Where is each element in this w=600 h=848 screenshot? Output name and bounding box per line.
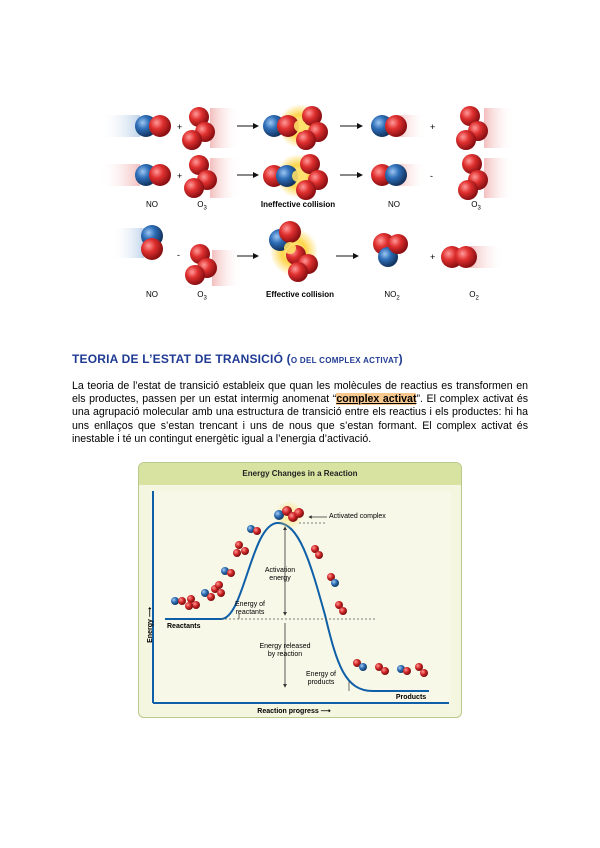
label-energy-of-products: Energy of products (306, 671, 336, 686)
heading-close: ) (398, 352, 403, 366)
row3-products (373, 233, 504, 268)
label-energy-of-reactants: Energy of reactants (235, 601, 265, 616)
row1-reactants (100, 107, 240, 150)
label-o3: $O_3$ (471, 200, 481, 212)
label-y-axis: Energy ⟶ (147, 607, 154, 643)
label-o3: $O_3$ (197, 200, 207, 212)
row2-reactants (100, 155, 240, 198)
paragraph-text-1: La teoria de l’estat de transició estableix que quan les molècules de reactius es transformen en els productes, passen per un estat intermig anomenat “ (72, 380, 528, 406)
svg-text:-: - (430, 171, 433, 181)
o3-atom (182, 130, 202, 150)
label-activation-energy: Activation energy (264, 567, 296, 582)
figure-title: Energy Changes in a Reaction (242, 469, 358, 478)
label-energy-released: Energy released by reaction (259, 643, 311, 658)
plus-sign: + (177, 171, 183, 181)
section-paragraph (72, 380, 528, 446)
svg-text:-: - (177, 250, 180, 260)
plus-sign: + (177, 122, 183, 132)
label-reactants: Reactants (167, 623, 201, 630)
label-no2: $NO_2$ (384, 290, 400, 302)
no-molecule-o-atom (149, 115, 171, 137)
label-no: NO (146, 290, 158, 299)
collision-diagram (0, 0, 600, 320)
heading-subtitle: O DEL COMPLEX ACTIVAT (290, 356, 399, 365)
label-x-axis: Reaction progress ⟶ (257, 708, 331, 715)
plus-sign: + (430, 252, 436, 262)
plus-sign: + (430, 122, 436, 132)
paragraph-text-2: ”. El complex activat és una agrupació molecular amb una estructura de transició entre els reactius i els productes: hi ha uns enllaços que s’estan trencant i uns de nous que s’estan formant. El complex activat és inestable i té un contingut energètic igual a l’energia d’activació. (72, 393, 529, 445)
row3-reactants (112, 225, 242, 286)
label-no: NO (388, 200, 400, 209)
label-no: NO (146, 200, 158, 209)
label-activated-complex: Activated complex (329, 513, 386, 520)
label-o3: $O_3$ (197, 290, 207, 302)
highlighted-term: complex activat (336, 393, 417, 406)
section-heading (72, 352, 403, 366)
row1-products (371, 106, 514, 150)
label-products: Products (395, 694, 427, 701)
label-o2: $O_2$ (469, 290, 479, 302)
heading-main: TEORIA DE L’ESTAT DE TRANSICIÓ ( (72, 352, 291, 366)
row2-collision (263, 154, 328, 200)
energy-figure (138, 462, 462, 718)
row1-collision (263, 104, 328, 150)
row2-products (371, 154, 514, 200)
label-effective-collision: Effective collision (265, 290, 335, 299)
row3-collision (269, 221, 318, 282)
label-ineffective-collision: Ineffective collision (260, 200, 336, 209)
